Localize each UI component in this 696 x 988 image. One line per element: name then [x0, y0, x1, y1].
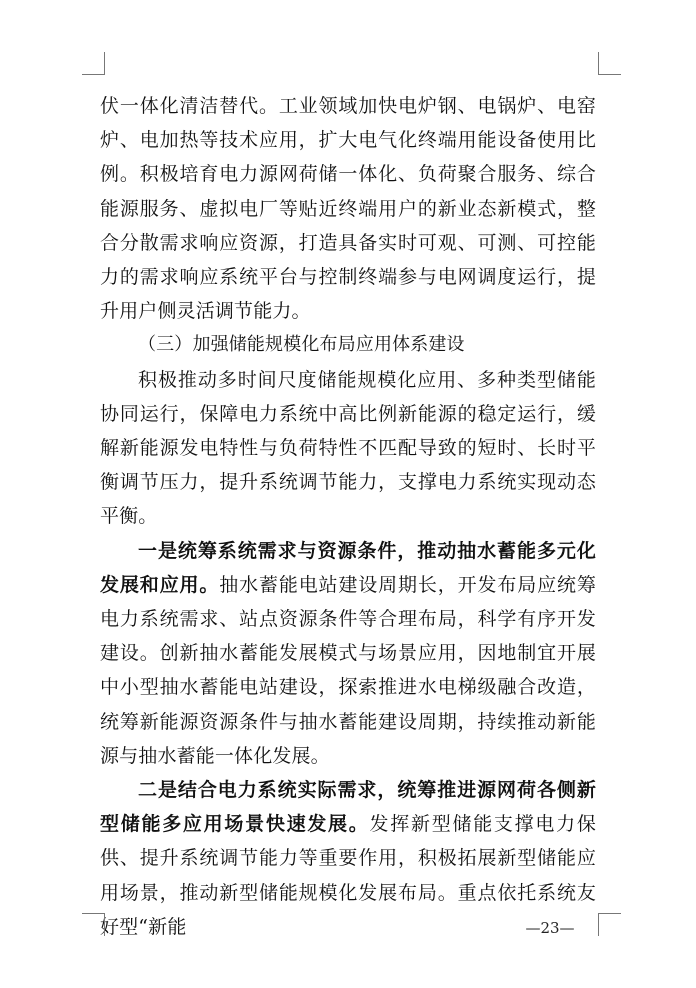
paragraph-body-text: 抽水蓄能电站建设周期长，开发布局应统筹电力系统需求、站点资源条件等合理布局，科学有序开发建设。创新抽水蓄能发展模式与场景应用，因地制宜开展中小型抽水蓄能电站建设，探索推进水电梯级融合改造，统筹新能源资源条件与抽水蓄能建设周期，持续推动新能源与抽水蓄能一体化发展。: [100, 573, 596, 767]
crop-mark-top-left: [82, 52, 105, 75]
continuation-paragraph: 伏一体化清洁替代。工业领域加快电炉钢、电锅炉、电窑炉、电加热等技术应用，扩大电气化终端用能设备使用比例。积极培育电力源网荷储一体化、负荷聚合服务、综合能源服务、虚拟电厂等贴近终端用户的新业态新模式，整合分散需求响应资源，打造具备实时可观、可测、可控能力的需求响应系统平台与控制终端参与电网调度运行，提升用户侧灵活调节能力。: [100, 95, 596, 323]
section-heading: （三）加强储能规模化布局应用体系建设: [138, 334, 465, 356]
storage-intro-paragraph: 积极推动多时间尺度储能规模化应用、多种类型储能协同运行，保障电力系统中高比例新能源的稳定运行，缓解新能源发电特性与负荷特性不匹配导致的短时、长时平衡调节压力，提升系统调节能力，支撑电力系统实现动态平衡。: [100, 368, 596, 528]
crop-mark-bottom-right: [598, 913, 621, 936]
page-number: —23—: [525, 919, 575, 937]
document-body: [100, 89, 596, 944]
crop-mark-bottom-left: [82, 913, 105, 936]
crop-mark-top-right: [598, 52, 621, 75]
pumped-storage-paragraph: [100, 534, 596, 773]
paragraph-lead-text: 二是结合电力系统实际需求，统筹推进源网荷各侧新型储能多应用场景快速发展。: [100, 779, 596, 836]
paragraph-body-text: 发挥新型储能支撑电力保供、提升系统调节能力等重要作用，积极拓展新型储能应用场景，推动新型储能规模化发展布局。重点依托系统友好型“新能: [100, 813, 597, 938]
paragraph-lead-text: 一是统筹系统需求与资源条件，推动抽水蓄能多元化发展和应用。: [100, 539, 596, 596]
